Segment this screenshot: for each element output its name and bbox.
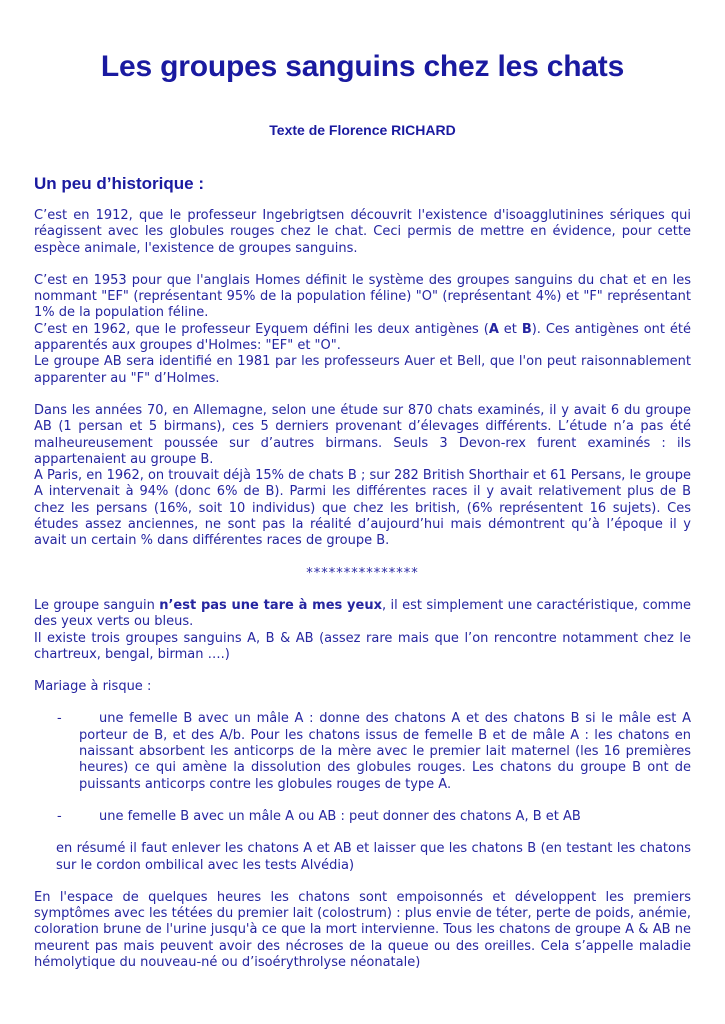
paragraph-summary: en résumé il faut enlever les chatons A et AB et laisser que les chatons B (en testant les chatons sur le cordon ombilical avec les tests Alvédia) <box>56 841 691 873</box>
paragraph-germany: Dans les années 70, en Allemagne, selon une étude sur 870 chats examinés, il y avait 6 du groupe AB (1 persan et 5 birmans), ces 5 derniers provenant d’élevages différents. L’étude n’a pas été malheureusement poussée sur d’autres birmans. Seuls 3 Devon-rex furent examinés : ils appartenaient au groupe B. <box>34 402 691 467</box>
paragraph-risky-mating: Mariage à risque : <box>34 679 152 695</box>
paragraph-paris: A Paris, en 1962, on trouvait déjà 15% de chats B ; sur 282 British Shorthair et 61 Persans, le groupe A intervenait à 94% (donc 6% de B). Parmi les différentes races il y avait relativement plus de B chez les persans (16%, soit 10 individus) que chez les british, (6% représentent 16 sujets). Ces études assez anciennes, ne sont pas la réalité d’aujourd’hui mais démontrent qu’à l’époque il y avait un certain % dans différentes races de groupe B. <box>34 468 691 549</box>
document-body <box>34 208 691 971</box>
antigen-a: A <box>488 321 499 337</box>
paragraph-symptoms: En l'espace de quelques heures les chatons sont empoisonnés et développent les premiers symptômes avec les tétées du premier lait (colostrum) : plus envie de téter, perte de poids, anémie, coloration brune de l'urine jusqu'à ce que la mort intervienne. Tous les chatons de groupe A & AB ne meurent pas mais peuvent avoir des nécroses de la queue ou des oreilles. Cela s’appelle maladie hémolytique du nouveau-né ou d’isoérythrolyse néonatale) <box>34 889 691 970</box>
paragraph-1912: C’est en 1912, que le professeur Ingebrigtsen découvrit l'existence d'isoagglutinines sériques qui réagissent avec les globules rouges chez le chat. Ceci permis de mettre en évidence, pour cette espèce animale, l'existence de groupes sanguins. <box>34 208 691 256</box>
paragraph-not-a-defect: Le groupe sanguin n’est pas une tare à mes yeux, il est simplement une caractéristique, comme des yeux verts ou bleus. <box>34 597 691 630</box>
paragraph-1962-antigens: C’est en 1962, que le professeur Eyquem défini les deux antigènes (A et B). Ces antigènes ont été apparentés aux groupes d'Holmes: "EF" et "O". <box>34 321 691 354</box>
document-title: Les groupes sanguins chez les chats <box>100 50 625 83</box>
bullet-dash: - <box>57 808 62 824</box>
bullet-dash: - <box>57 711 62 727</box>
paragraph-1953: C’est en 1953 pour que l'anglais Homes définit le système des groupes sanguins du chat et en les nommant "EF" (représentant 95% de la population féline) "O" (représentant 4%) et "F" représentant 1% de la population féline. <box>34 272 691 321</box>
paragraph-1981: Le groupe AB sera identifié en 1981 par les professeurs Auer et Bell, que l'on peut raisonnablement apparenter au "F" d’Holmes. <box>34 354 691 386</box>
separator: *************** <box>306 565 419 581</box>
list-item: - une femelle B avec un mâle A : donne des chatons A et des chatons B si le mâle est A porteur de B, et des A/b. Pour les chatons issus de femelle B et de mâle A : les chatons en naissant absorbent les anticorps de la mère avec le premier lait maternel (les 16 premières heures) ce qui amène la dissolution des globules rouges. Les chatons du groupe B ont de puissants anticorps contre les globules rouges de type A. <box>57 711 691 792</box>
paragraph-three-groups: Il existe trois groupes sanguins A, B & AB (assez rare mais que l’on rencontre notamment chez le chartreux, bengal, birman ….) <box>34 630 691 662</box>
author-line: Texte de Florence RICHARD <box>269 122 456 138</box>
list-item: - une femelle B avec un mâle A ou AB : peut donner des chatons A, B et AB <box>57 808 581 824</box>
antigen-b: B <box>521 321 532 337</box>
section-heading: Un peu d’historique : <box>34 174 204 193</box>
